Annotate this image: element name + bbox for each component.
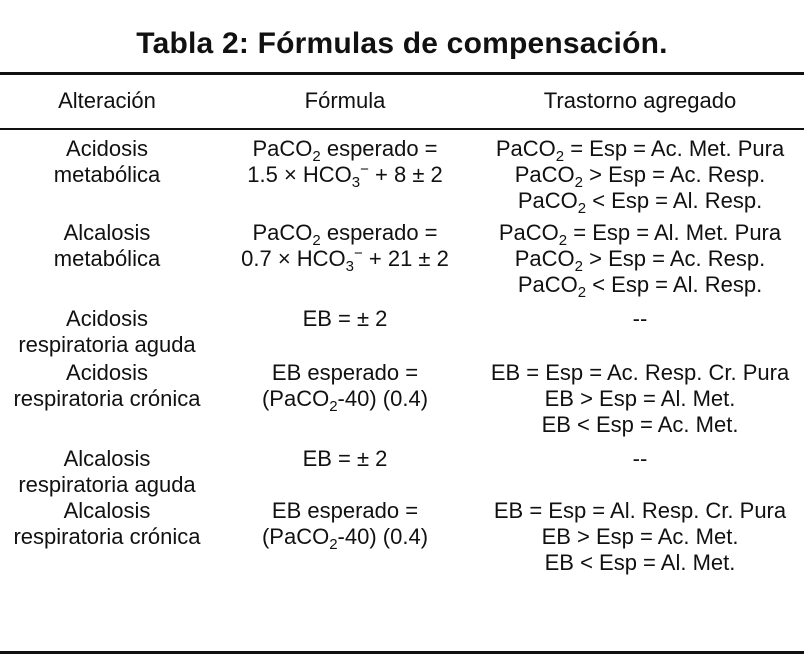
cell-formula: PaCO$_2$ esperado = $1.5 \times HCO_3^- + 8 \pm 2$ [247,136,443,191]
cell-trastorno: PaCO$_2$ = Esp = Ac. Met. Pura PaCO$_2$ > Esp = Ac. Resp. PaCO$_2$ < Esp = Al. Resp. [495,136,785,217]
cell-trastorno: EB = Esp = Al. Resp. Cr. Pura EB > Esp = Ac. Met. EB < Esp = Al. Met. [493,498,787,575]
cell-trastorno: PaCO$_2$ = Esp = Al. Met. Pura PaCO$_2$ > Esp = Ac. Resp. PaCO$_2$ < Esp = Al. Resp. [498,220,782,301]
cell-alteracion: Alcalosis metabólica [53,220,161,271]
cell-formula: EB = ± 2 [302,446,388,471]
header-trastorno: Trastorno agregado [543,88,737,113]
cell-alteracion: Acidosis metabólica [53,136,161,187]
cell-trastorno: -- [632,306,648,331]
table-header [0,80,804,124]
cell-alteracion: Acidosis respiratoria aguda [18,306,196,357]
cell-formula: EB = ± 2 [302,306,388,331]
cell-alteracion: Acidosis respiratoria crónica [13,360,201,411]
header-alteracion: Alteración [58,88,156,113]
cell-trastorno: -- [632,446,648,471]
cell-formula: EB esperado = (PaCO$_2$-40) (0.4) [261,498,429,553]
cell-trastorno: EB = Esp = Ac. Resp. Cr. Pura EB > Esp = Al. Met. EB < Esp = Ac. Met. [490,360,790,437]
header-rule [0,128,804,130]
table-title: Tabla 2: Fórmulas de compensación. [136,27,668,60]
header-formula: Fórmula [304,88,386,113]
cell-alteracion: Alcalosis respiratoria aguda [18,446,196,497]
cell-formula: PaCO$_2$ esperado = $0.7 \times HCO_3^- + 21 \pm 2$ [241,220,449,275]
bottom-rule [0,651,804,654]
table-body [0,136,804,646]
top-rule [0,72,804,75]
cell-alteracion: Alcalosis respiratoria crónica [13,498,201,549]
cell-formula: EB esperado = (PaCO$_2$-40) (0.4) [261,360,429,415]
